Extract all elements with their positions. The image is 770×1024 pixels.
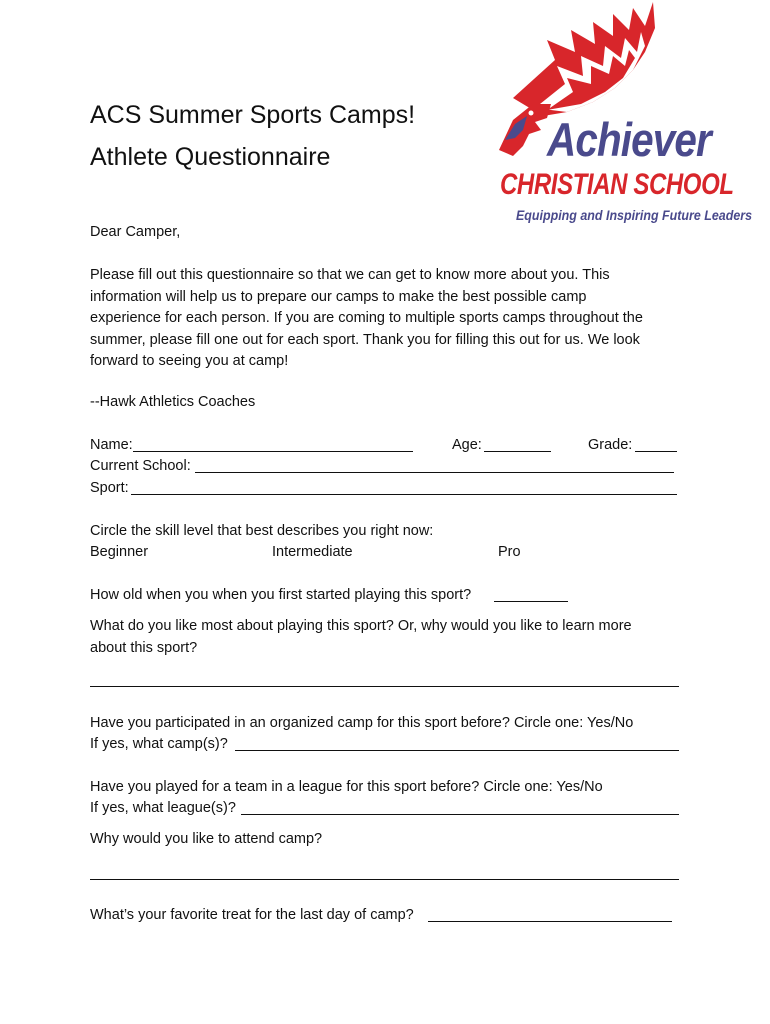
intro-line: information will help us to prepare our camps to make the best possible camp — [90, 288, 587, 305]
school-logo — [495, 0, 770, 230]
age-label: Age: — [452, 437, 482, 453]
skill-option-pro[interactable]: Pro — [498, 544, 521, 560]
school-field[interactable] — [195, 472, 674, 473]
camp-which-label: If yes, what camp(s)? — [90, 736, 228, 752]
favorite-treat-question: What’s your favorite treat for the last day of camp? — [90, 907, 414, 923]
like-most-answer-field[interactable] — [90, 686, 679, 687]
skill-prompt: Circle the skill level that best describes you right now: — [90, 523, 434, 539]
age-field[interactable] — [484, 451, 551, 452]
camp-before-question: Have you participated in an organized camp for this sport before? Circle one: Yes/No — [90, 715, 634, 731]
intro-line: summer, please fill one out for each sport. Thank you for filling this out for us. We look — [90, 331, 640, 348]
sport-label: Sport: — [90, 480, 129, 496]
age-started-question: How old when you when you first started playing this sport? — [90, 587, 472, 603]
why-attend-question: Why would you like to attend camp? — [90, 831, 323, 847]
grade-label: Grade: — [588, 437, 633, 453]
name-label: Name: — [90, 437, 133, 453]
logo-wordmark: Achiever — [547, 113, 711, 166]
like-most-question-cont: about this sport? — [90, 640, 198, 656]
skill-option-intermediate[interactable]: Intermediate — [272, 544, 353, 560]
intro-line: forward to seeing you at camp! — [90, 353, 289, 369]
camp-which-field[interactable] — [235, 750, 679, 751]
logo-school-name: CHRISTIAN SCHOOL — [500, 168, 734, 201]
like-most-question: What do you like most about playing this sport? Or, why would you like to learn more — [90, 618, 632, 634]
grade-field[interactable] — [635, 451, 677, 452]
sport-field[interactable] — [131, 494, 677, 495]
skill-option-beginner[interactable]: Beginner — [90, 544, 149, 560]
signature: --Hawk Athletics Coaches — [90, 394, 256, 410]
league-which-field[interactable] — [241, 814, 679, 815]
intro-line: Please fill out this questionnaire so that we can get to know more about you. This — [90, 267, 610, 283]
intro-line: experience for each person. If you are coming to multiple sports camps throughout the — [90, 310, 643, 326]
why-attend-answer-field[interactable] — [90, 879, 679, 880]
name-field[interactable] — [133, 451, 413, 452]
logo-tagline: Equipping and Inspiring Future Leaders — [516, 207, 753, 223]
page-subtitle: Athlete Questionnaire — [90, 143, 331, 171]
intro-paragraph — [90, 265, 690, 373]
league-before-question: Have you played for a team in a league for this sport before? Circle one: Yes/No — [90, 779, 603, 795]
favorite-treat-field[interactable] — [428, 921, 672, 922]
age-started-field[interactable] — [494, 601, 568, 602]
page-title: ACS Summer Sports Camps! — [90, 101, 416, 129]
league-which-label: If yes, what league(s)? — [90, 800, 236, 816]
greeting: Dear Camper, — [90, 224, 181, 240]
school-label: Current School: — [90, 458, 191, 474]
